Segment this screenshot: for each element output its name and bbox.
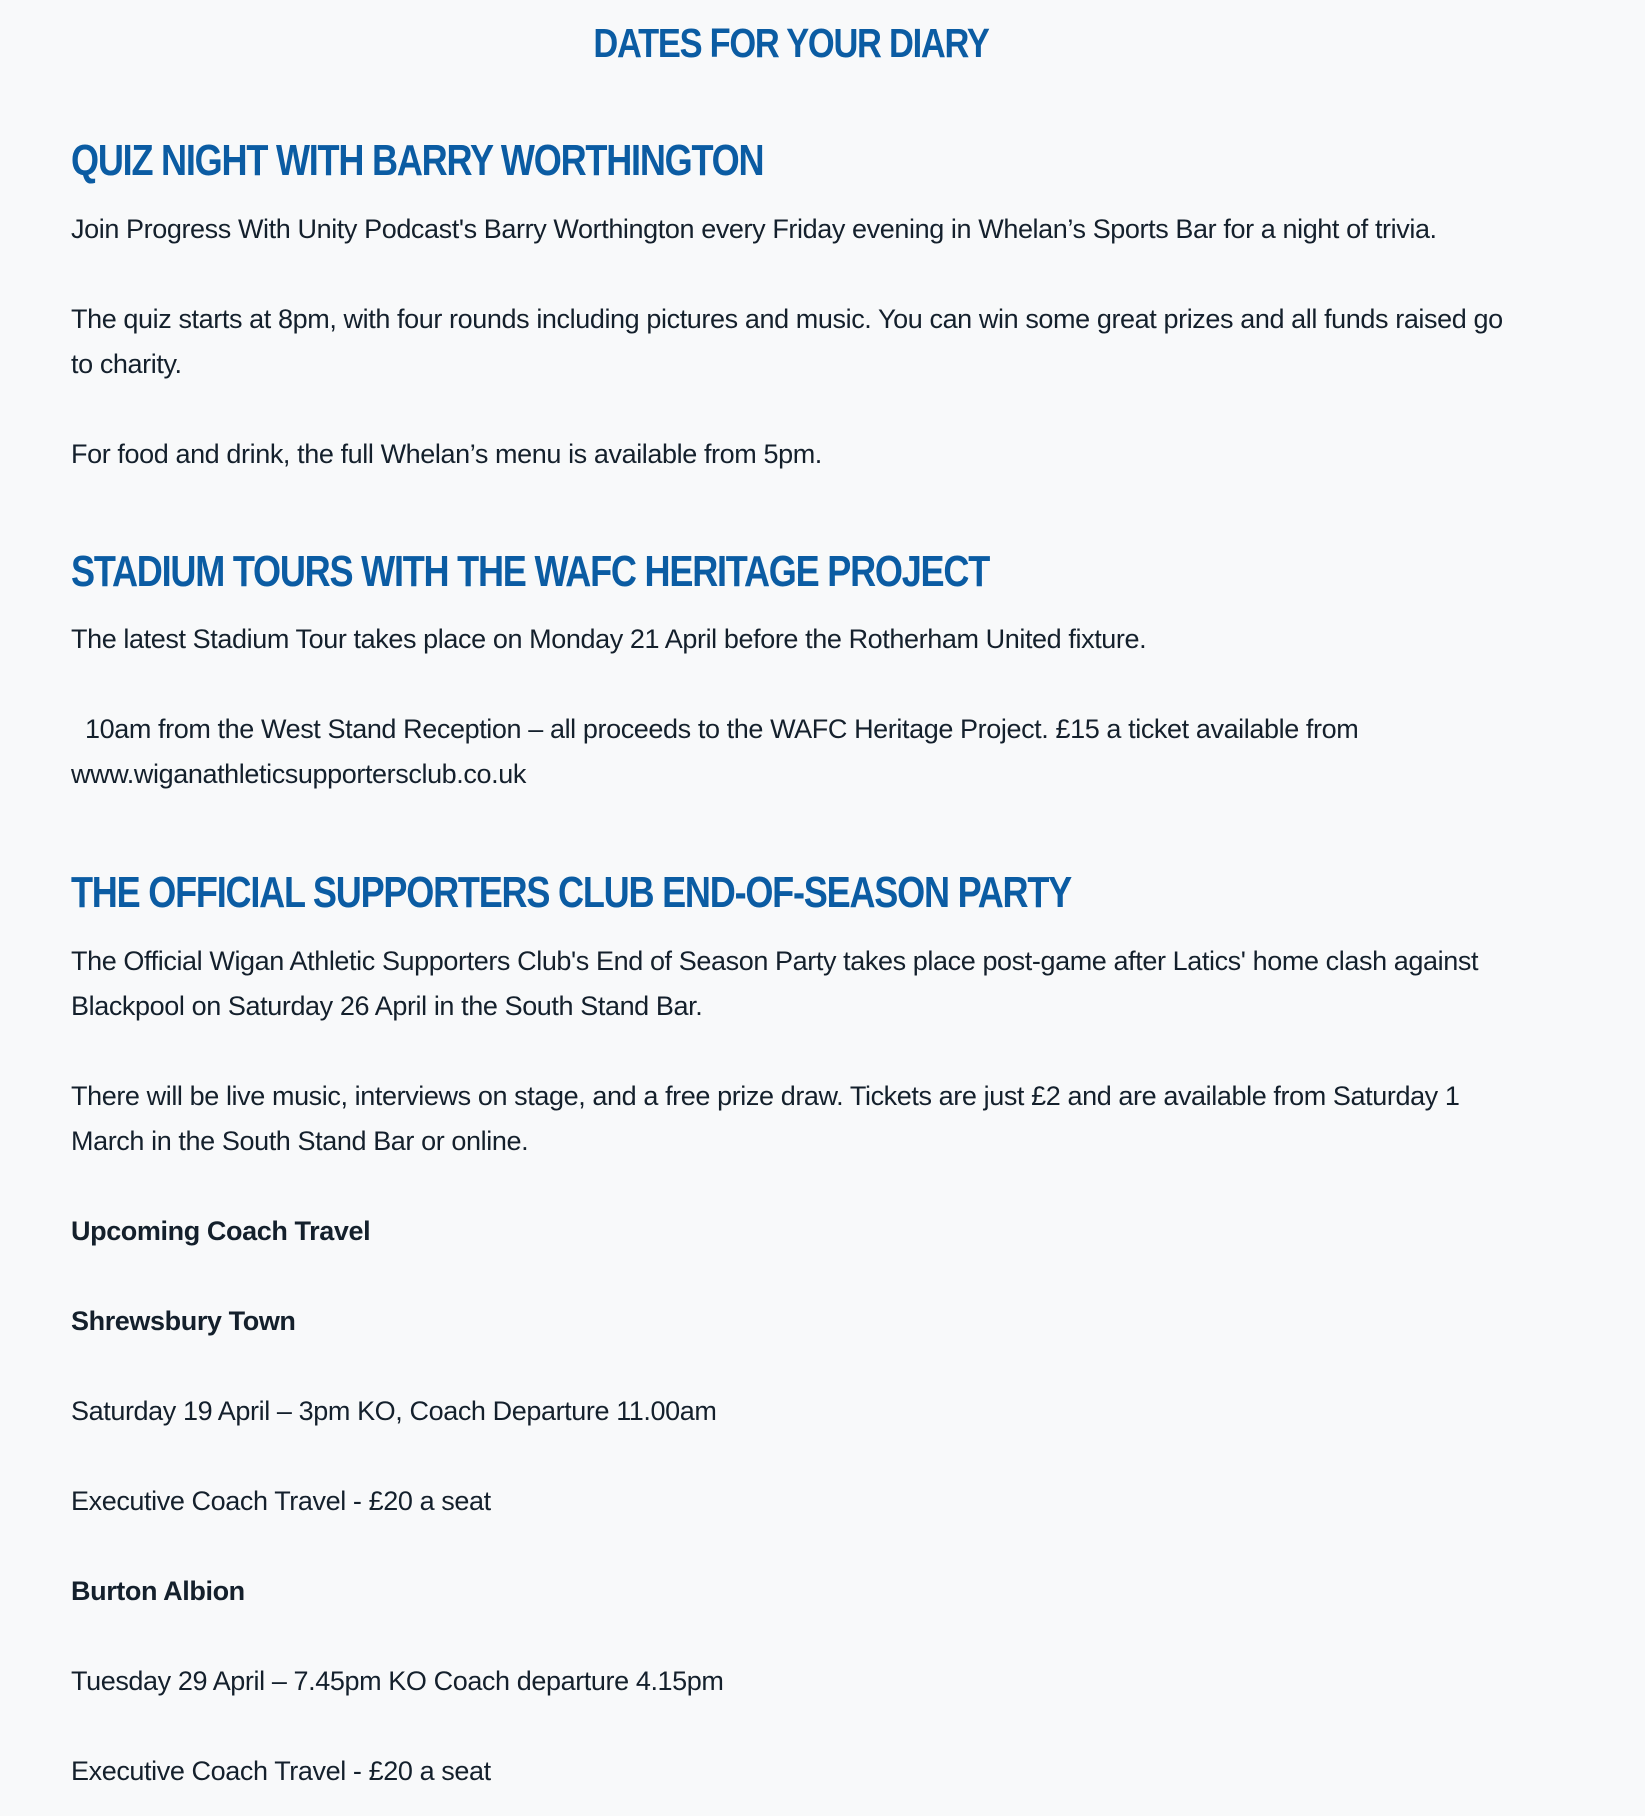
coach-trip-price: Executive Coach Travel - £20 a seat [71, 1756, 491, 1786]
quiz-night-food: For food and drink, the full Whelan’s menu is available from 5pm. [71, 439, 822, 469]
coach-trip-team: Burton Albion [71, 1576, 245, 1606]
stadium-tours-details [71, 707, 1511, 797]
stadium-tours-date: The latest Stadium Tour takes place on Monday 21 April before the Rotherham United fixture. [71, 624, 1147, 654]
stadium-tours-heading: STADIUM TOURS WITH THE WAFC HERITAGE PROJECT [71, 547, 990, 596]
stadium-tours-details-text: 10am from the West Stand Reception – all proceeds to the WAFC Heritage Project. £15 a ticket available from [85, 714, 1359, 744]
coach-trip-price: Executive Coach Travel - £20 a seat [71, 1486, 491, 1516]
end-of-season-party-intro: The Official Wigan Athletic Supporters Club's End of Season Party takes place post-game after Latics' home clash against Blackpool on Saturday 26 April in the South Stand Bar. [71, 946, 1479, 1021]
coach-trip-details: Tuesday 29 April – 7.45pm KO Coach departure 4.15pm [71, 1666, 724, 1696]
coach-travel-heading: Upcoming Coach Travel [71, 1216, 371, 1246]
quiz-night-details: The quiz starts at 8pm, with four rounds including pictures and music. You can win some great prizes and all funds raised go to charity. [71, 304, 1503, 379]
page-title: DATES FOR YOUR DIARY [593, 20, 989, 66]
supporters-club-website: www.wiganathleticsupportersclub.co.uk [71, 759, 526, 789]
coach-trip-details: Saturday 19 April – 3pm KO, Coach Departure 11.00am [71, 1396, 717, 1426]
quiz-night-intro: Join Progress With Unity Podcast's Barry Worthington every Friday evening in Whelan’s Sports Bar for a night of trivia. [71, 214, 1437, 244]
quiz-night-heading: QUIZ NIGHT WITH BARRY WORTHINGTON [71, 136, 764, 185]
end-of-season-party-tickets: There will be live music, interviews on stage, and a free prize draw. Tickets are just £2 and are available from Saturday 1 March in the South Stand Bar or online. [71, 1081, 1460, 1156]
coach-trip-team: Shrewsbury Town [71, 1306, 296, 1336]
end-of-season-party-heading: THE OFFICIAL SUPPORTERS CLUB END-OF-SEASON PARTY [71, 868, 1072, 917]
